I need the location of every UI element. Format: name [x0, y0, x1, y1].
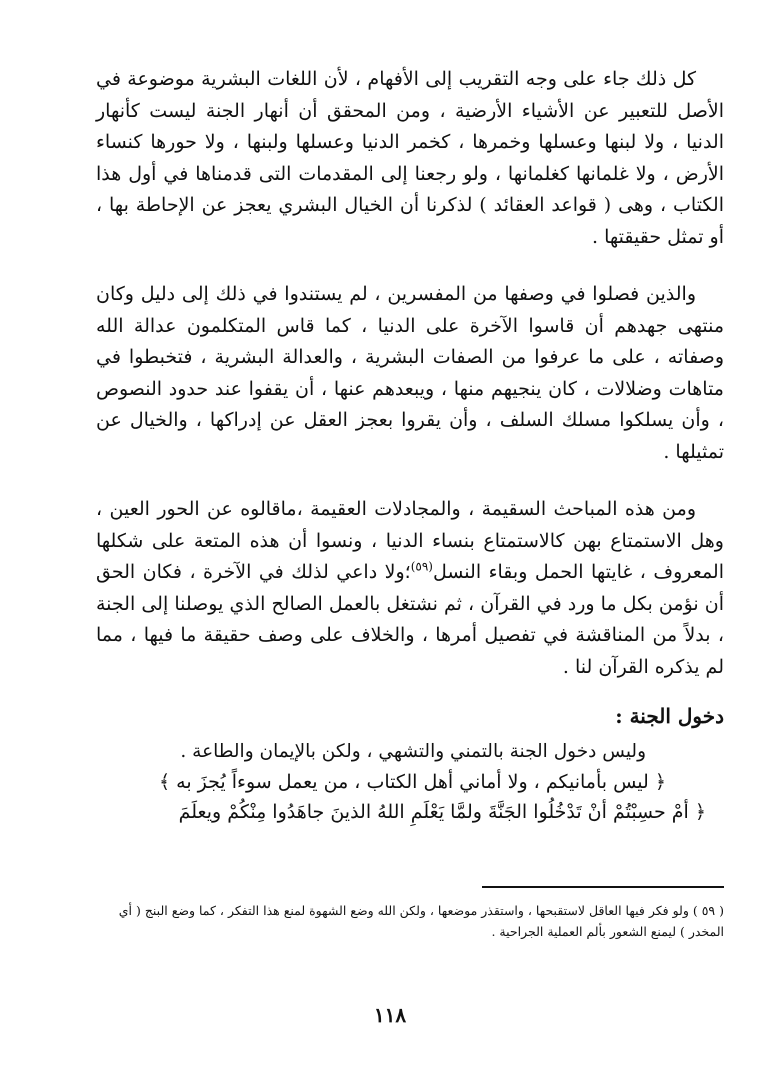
- paragraph-4: وليس دخول الجنة بالتمني والتشهي ، ولكن بالإيمان والطاعة .: [180, 741, 646, 762]
- paragraph-3-text: ومن هذه المباحث السقيمة ، والمجادلات العقيمة ،ماقالوه عن الحور العين ، وهل الاستمتاع بهن كالاستمتاع بنساء الدنيا ، ونسوا أن هذه المتعة على شكلها المعروف ، غايتها الحمل وبقاء النسل: [96, 498, 724, 583]
- footnote-divider: [482, 886, 724, 888]
- page-number: ١١٨: [373, 1003, 407, 1027]
- footnote: ( ٥٩ ) ولو فكر فيها العاقل لاستقبحها ، واستقذر موضعها ، ولكن الله وضع الشهوة لمنع هذا التفكر ، كما وضع البنج ( أي المخدر ) ليمنع الشعور بألم العملية الجراحية .: [118, 903, 724, 939]
- paragraph-2: والذين فصلوا في وصفها من المفسرين ، لم يستندوا في ذلك إلى دليل وكان منتهى جهدهم أن قاسوا الآخرة على الدنيا ، كما قاس المتكلمون عدالة الله وصفاته ، على ما عرفوا من الصفات البشرية ، والعدالة البشرية ، فتخبطوا في متاهات وضلالات ، كان ينجيهم منها ، ويبعدهم عنها ، أن يقفوا عند حدود النصوص ، وأن يسلكوا مسلك السلف ، وأن يقروا بعجز العقل عن إدراكها ، والخيال عن تمثيلها .: [96, 283, 724, 463]
- paragraph-3: [96, 494, 724, 683]
- paragraph-1: كل ذلك جاء على وجه التقريب إلى الأفهام ، لأن اللغات البشرية موضوعة في الأصل للتعبير عن الأشياء الأرضية ، ومن المحقق أن أنهار الجنة ليست كأنهار الدنيا ، ولا لبنها وعسلها وخمرها ، كخمر الدنيا وعسلها ولبنها ، ولا حورها كنساء الأرض ، ولا غلمانها كغلمانها ، ولو رجعنا إلى المقدمات التى قدمناها في أول هذا الكتاب ، وهى ( قواعد العقائد ) لذكرنا أن الخيال البشري يعجز عن الإحاطة بها ، أو تمثل حقيقتها .: [96, 68, 724, 248]
- section-heading: دخول الجنة :: [615, 704, 724, 728]
- quran-verse-1: ﴿ ليس بأمانيكم ، ولا أماني أهل الكتاب ، من يعمل سوءاً يُجزَ به ﴾: [159, 771, 666, 793]
- footnote-reference: (٥٩): [410, 559, 433, 574]
- quran-verse-2: ﴿ أمْ حسِبْتُمْ أنْ تَدْخُلُوا الجَنَّةَ ولمَّا يَعْلَمِ اللهُ الذينَ جاهَدُوا مِنْكُمْ ويعلَمَ: [178, 801, 706, 823]
- page-body: [96, 58, 724, 1058]
- paragraph-3-continuation: ؛ولا داعي لذلك في الآخرة ، فكان الحق أن نؤمن بكل ما ورد في القرآن ، ثم نشتغل بالعمل الصالح الذي يوصلنا إلى الجنة ، بدلاً من المناقشة في تفصيل أمرها ، والخلاف على وصف حقيقة ما فيها ، مما لم يذكره القرآن لنا .: [96, 561, 724, 678]
